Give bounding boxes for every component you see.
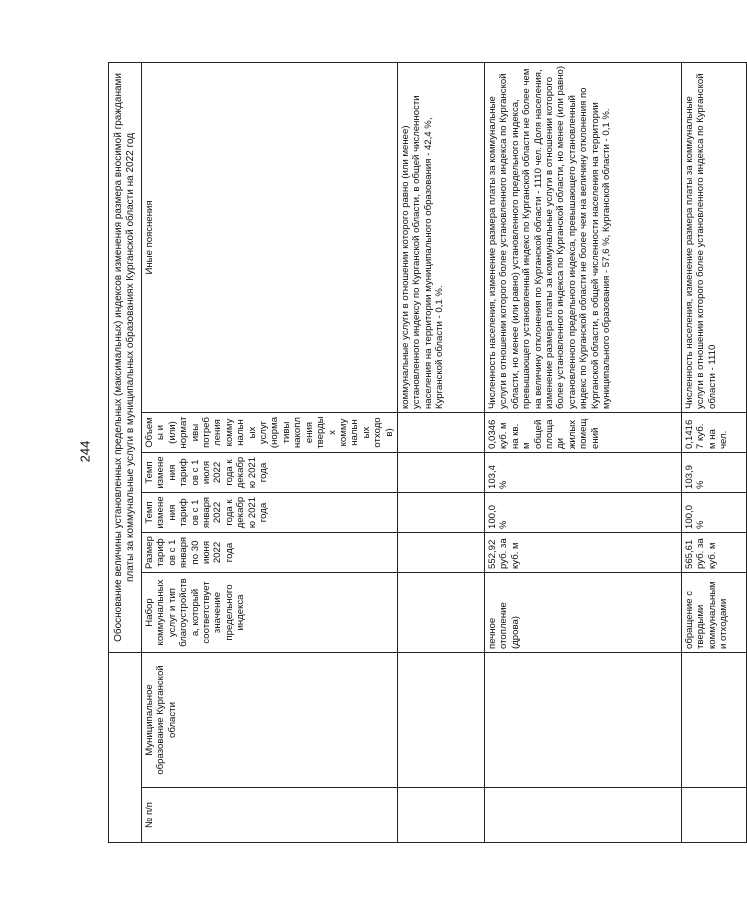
table-title-row	[109, 62, 142, 842]
cell-tariff-change-jul: 103,9 %	[681, 453, 746, 493]
cell-tariff-size	[397, 533, 484, 573]
cell-tariff-change-jul	[397, 453, 484, 493]
cell-volumes: 0,14167 куб. м на чел.	[681, 413, 746, 453]
cell-num	[397, 788, 484, 843]
title-spacer	[109, 653, 142, 843]
cell-services: обращение с твердыми коммунальными отходами	[681, 573, 746, 653]
cell-municipality	[681, 653, 746, 788]
cell-num	[681, 788, 746, 843]
header-notes: Иные пояснения	[142, 62, 398, 412]
cell-tariff-change-jul: 103,4 %	[484, 453, 681, 493]
page-number: 244	[77, 440, 93, 463]
header-municipality: Муниципальное образование Курганской области	[142, 653, 398, 788]
cell-services	[397, 573, 484, 653]
cell-municipality	[484, 653, 681, 788]
header-num: № п/п	[142, 788, 398, 843]
cell-volumes: 0,0346 куб. м на кв. м общей площади жилых помещений	[484, 413, 681, 453]
cell-num	[484, 788, 681, 843]
cell-municipality	[397, 653, 484, 788]
header-tariff-change-jul: Темп изменения тарифов с 1 июля 2022 года к декабрю 2021 года	[142, 453, 398, 493]
table-row	[397, 62, 484, 842]
header-row	[142, 62, 398, 842]
cell-services: печное отопление (дрова)	[484, 573, 681, 653]
cell-notes: Численность населения, изменение размера платы за коммунальные услуги в отношении которого более установленного индекса по Курганской области - 1110	[681, 62, 746, 412]
rotated-page	[108, 63, 730, 843]
cell-tariff-size: 552,92 руб. за куб. м	[484, 533, 681, 573]
cell-notes: коммунальные услуги в отношении которого равно (или менее) установленного индексу по Курганской области, в общей численности населения на территории муниципального образования - 42,4 %, Курганской области - 0,1 %.	[397, 62, 484, 412]
cell-notes: Численность населения, изменение размера платы за коммунальные услуги в отношении которого более установленного индекса по Курганской области, но менее (или равно) установленного предельного индекса, превышающего установленный индекс по Курганской области не более чем на величину отклонения по Курганской области - 1110 чел. Доля населения, изменение размера платы за коммунальные услуги в отношении которого более установленного индекса по Курганской области, но менее (или равно) установленного предельного индекса, превышающего установленный индекс по Курганской области не более чем на величину отклонения по Курганской области, в общей численности населения на территории муниципального образования - 57,6 %, Курганской области - 0,1 %.	[484, 62, 681, 412]
cell-tariff-change-jan: 100,0 %	[681, 493, 746, 533]
table-row	[681, 62, 746, 842]
table-title: Обоснование величины установленных предельных (максимальных) индексов изменения размера вносимой гражданами платы за коммунальные услуги в муниципальных образованиях Курганской области на 2022 год	[109, 62, 142, 652]
cell-tariff-size: 565,61 руб. за куб. м	[681, 533, 746, 573]
header-tariff-size: Размер тарифов с 1 января по 30 июня 2022 года	[142, 533, 398, 573]
header-services: Набор коммунальных услуг и тип благоустройства, который соответствует значение предельного индекса	[142, 573, 398, 653]
tariff-index-table	[108, 62, 747, 843]
cell-volumes	[397, 413, 484, 453]
cell-tariff-change-jan: 100,0 %	[484, 493, 681, 533]
cell-tariff-change-jan	[397, 493, 484, 533]
header-tariff-change-jan: Темп изменения тарифов с 1 января 2022 года к декабрю 2021 года	[142, 493, 398, 533]
header-volumes: Объемы и (или) нормативы потребления коммунальных услуг (нормативы накопления твердых коммунальных отходов)	[142, 413, 398, 453]
table-row	[484, 62, 681, 842]
